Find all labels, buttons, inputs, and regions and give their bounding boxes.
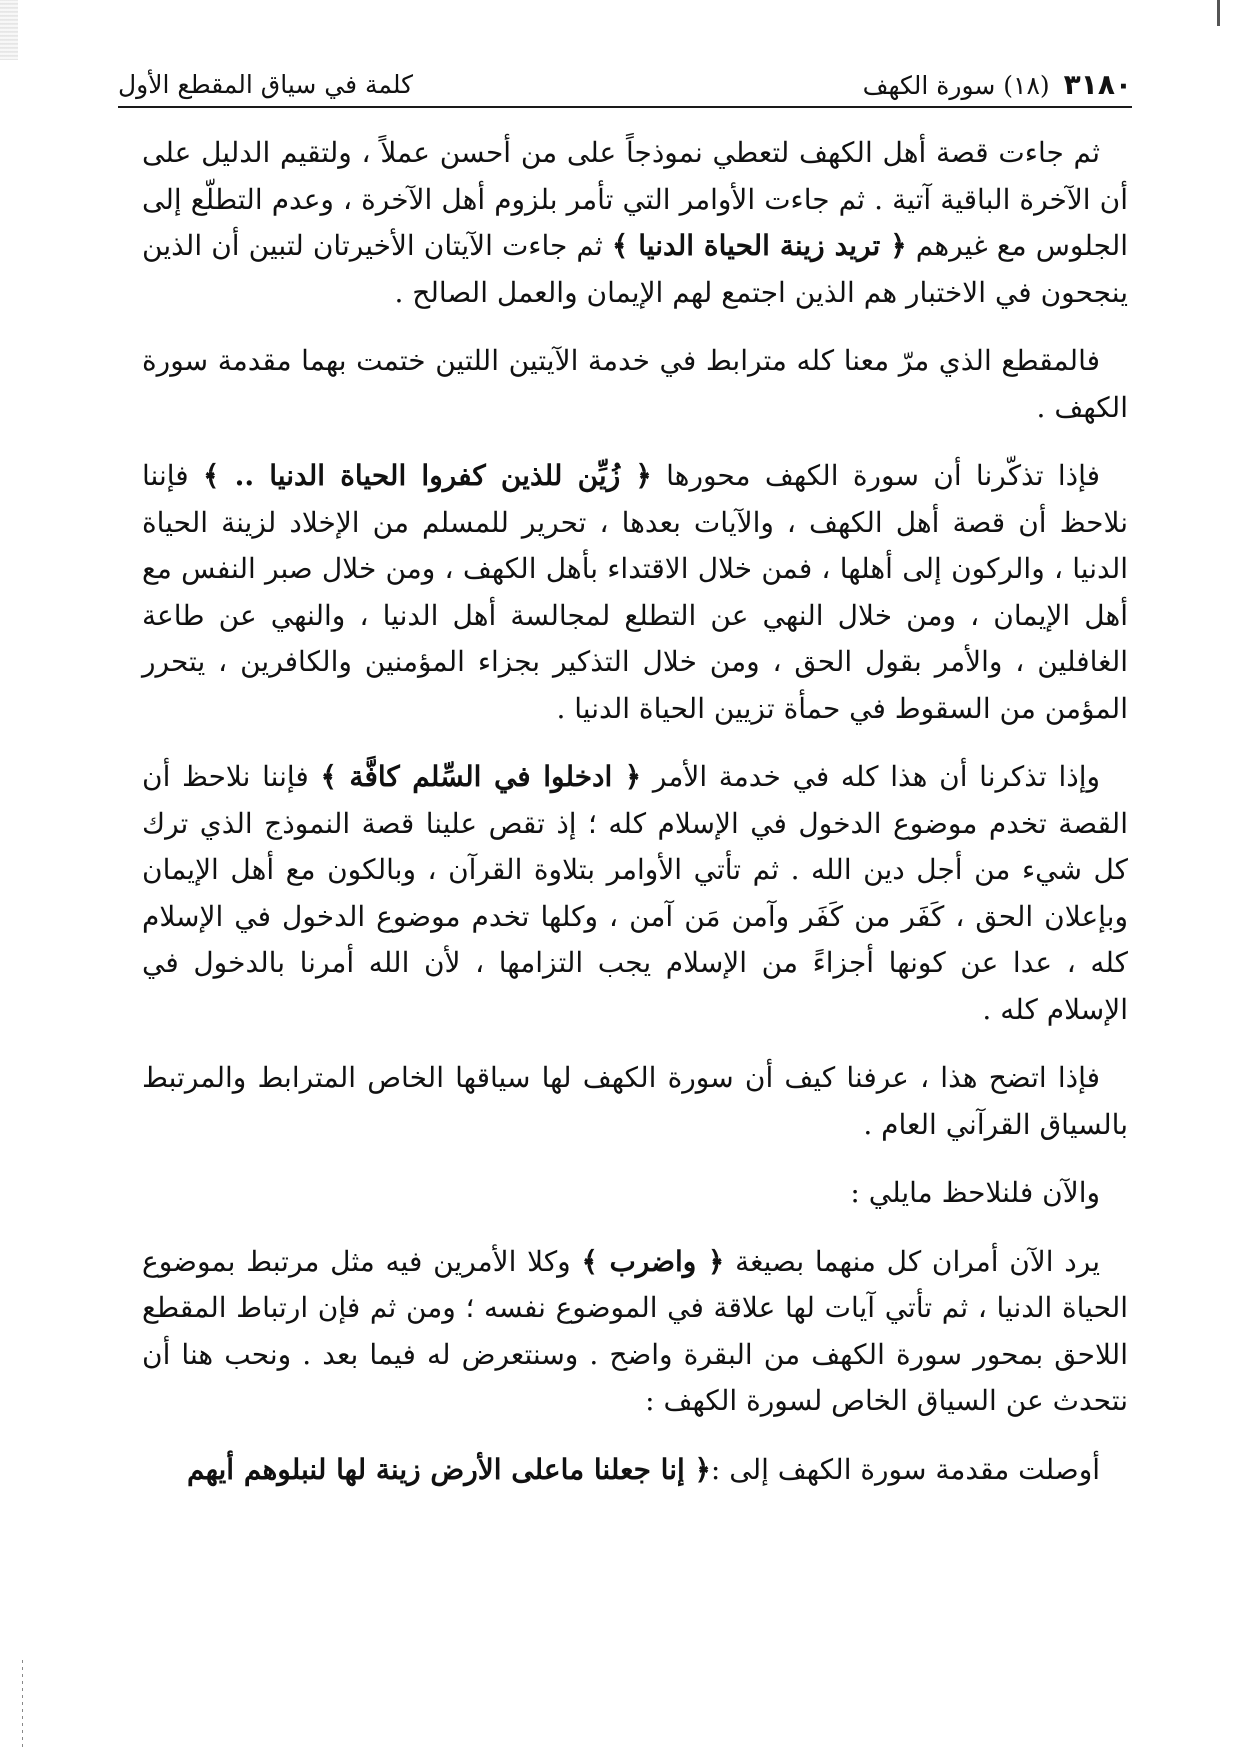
- paragraph: [142, 754, 1128, 1033]
- text-run: وكلا الأمرين فيه مثل مرتبط بموضوع الحياة الدنيا ، ثم تأتي آيات لها علاقة في الموضوع نفسه ؛ ومن ثم فإن ارتباط المقطع اللاحق بمحور سورة الكهف من البقرة واضح . وسنتعرض له فيما بعد . ونحب هنا أن نتحدث عن السياق الخاص لسورة الكهف :: [142, 1244, 1128, 1417]
- quran-quote: ﴿ زُيِّن للذين كفروا الحياة الدنيا .. ﴾: [203, 459, 652, 492]
- text-run: فإننا نلاحظ أن قصة أهل الكهف ، والآيات بعدها ، تحرير للمسلم من الإخلاد لزينة الحياة الدنيا ، والركون إلى أهلها ، فمن خلال الاقتداء بأهل الكهف ، ومن خلال صبر النفس مع أهل الإيمان ، ومن خلال النهي عن التطلع لمجالسة أهل الدنيا ، والنهي عن طاعة الغافلين ، والأمر بقول الحق ، ومن خلال التذكير بجزاء المؤمنين والكافرين ، يتحرر المؤمن من السقوط في حمأة تزيين الحياة الدنيا .: [142, 459, 1128, 725]
- quran-quote: ﴿ إنا جعلنا ماعلى الأرض زينة لها لنبلوهم أيهم: [186, 1452, 711, 1486]
- page-number: ٣١٨٠: [1063, 67, 1132, 101]
- scan-mark: [1217, 0, 1220, 26]
- paragraph: [142, 1447, 1128, 1494]
- paragraph: [142, 1170, 1128, 1217]
- text-run: ثم جاءت قصة أهل الكهف لتعطي نموذجاً على من أحسن عملاً ، ولتقيم الدليل على أن الآخرة الباقية آتية . ثم جاءت الأوامر التي تأمر بلزوم أهل الآخرة ، وعدم التطلّع إلى الجلوس مع غيرهم: [142, 136, 1129, 262]
- text-run: فإننا نلاحظ أن القصة تخدم موضوع الدخول في الإسلام كله ؛ إذ تقص علينا قصة النموذج الذي ترك كل شيء من أجل دين الله . ثم تأتي الأوامر بتلاوة القرآن ، وبالكون مع أهل الإيمان وبإعلان الحق ، كَفَر من كَفَر وآمن مَن آمن ، وكلها تخدم موضوع الدخول في الإسلام كله ، عدا عن كونها أجزاءً من الإسلام يجب التزامها ، لأن الله أمرنا بالدخول في الإسلام كله .: [142, 760, 1128, 1026]
- paragraph: [142, 453, 1128, 732]
- scan-edge-artifact: [0, 0, 18, 60]
- body-text: [142, 130, 1128, 1493]
- text-run: فالمقطع الذي مرّ معنا كله مترابط في خدمة الآيتين اللتين ختمت بهما مقدمة سورة الكهف .: [142, 344, 1128, 424]
- paragraph: [142, 338, 1128, 431]
- text-run: يرد الآن أمران كل منهما بصيغة: [724, 1244, 1100, 1278]
- section-title: كلمة في سياق المقطع الأول: [118, 69, 414, 99]
- paragraph: [142, 130, 1128, 316]
- running-header: [118, 62, 1132, 108]
- header-right-group: [863, 68, 1132, 101]
- quran-quote: ﴿ ادخلوا في السِّلم كافَّة ﴾: [320, 760, 642, 793]
- text-run: فإذا اتضح هذا ، عرفنا كيف أن سورة الكهف لها سياقها الخاص المترابط والمرتبط بالسياق القرآني العام .: [142, 1061, 1128, 1141]
- paragraph: [142, 1055, 1128, 1148]
- text-run: وإذا تذكرنا أن هذا كله في خدمة الأمر: [641, 760, 1100, 793]
- scan-edge-line: [22, 1660, 23, 1750]
- text-run: أوصلت مقدمة سورة الكهف إلى :: [710, 1452, 1100, 1486]
- chapter-title: (١٨) سورة الكهف: [862, 70, 1050, 100]
- text-run: ثم جاءت الآيتان الأخيرتان لتبين أن الذين ينجحون في الاختبار هم الذين اجتمع لهم الإيمان والعمل الصالح .: [142, 229, 1128, 309]
- text-run: والآن فلنلاحظ مايلي :: [850, 1176, 1100, 1209]
- text-run: فإذا تذكّرنا أن سورة الكهف محورها: [651, 459, 1101, 492]
- paragraph: [142, 1239, 1128, 1425]
- quran-quote: ﴿ تريد زينة الحياة الدنيا ﴾: [611, 229, 907, 262]
- quran-quote: ﴿ واضرب ﴾: [581, 1244, 725, 1278]
